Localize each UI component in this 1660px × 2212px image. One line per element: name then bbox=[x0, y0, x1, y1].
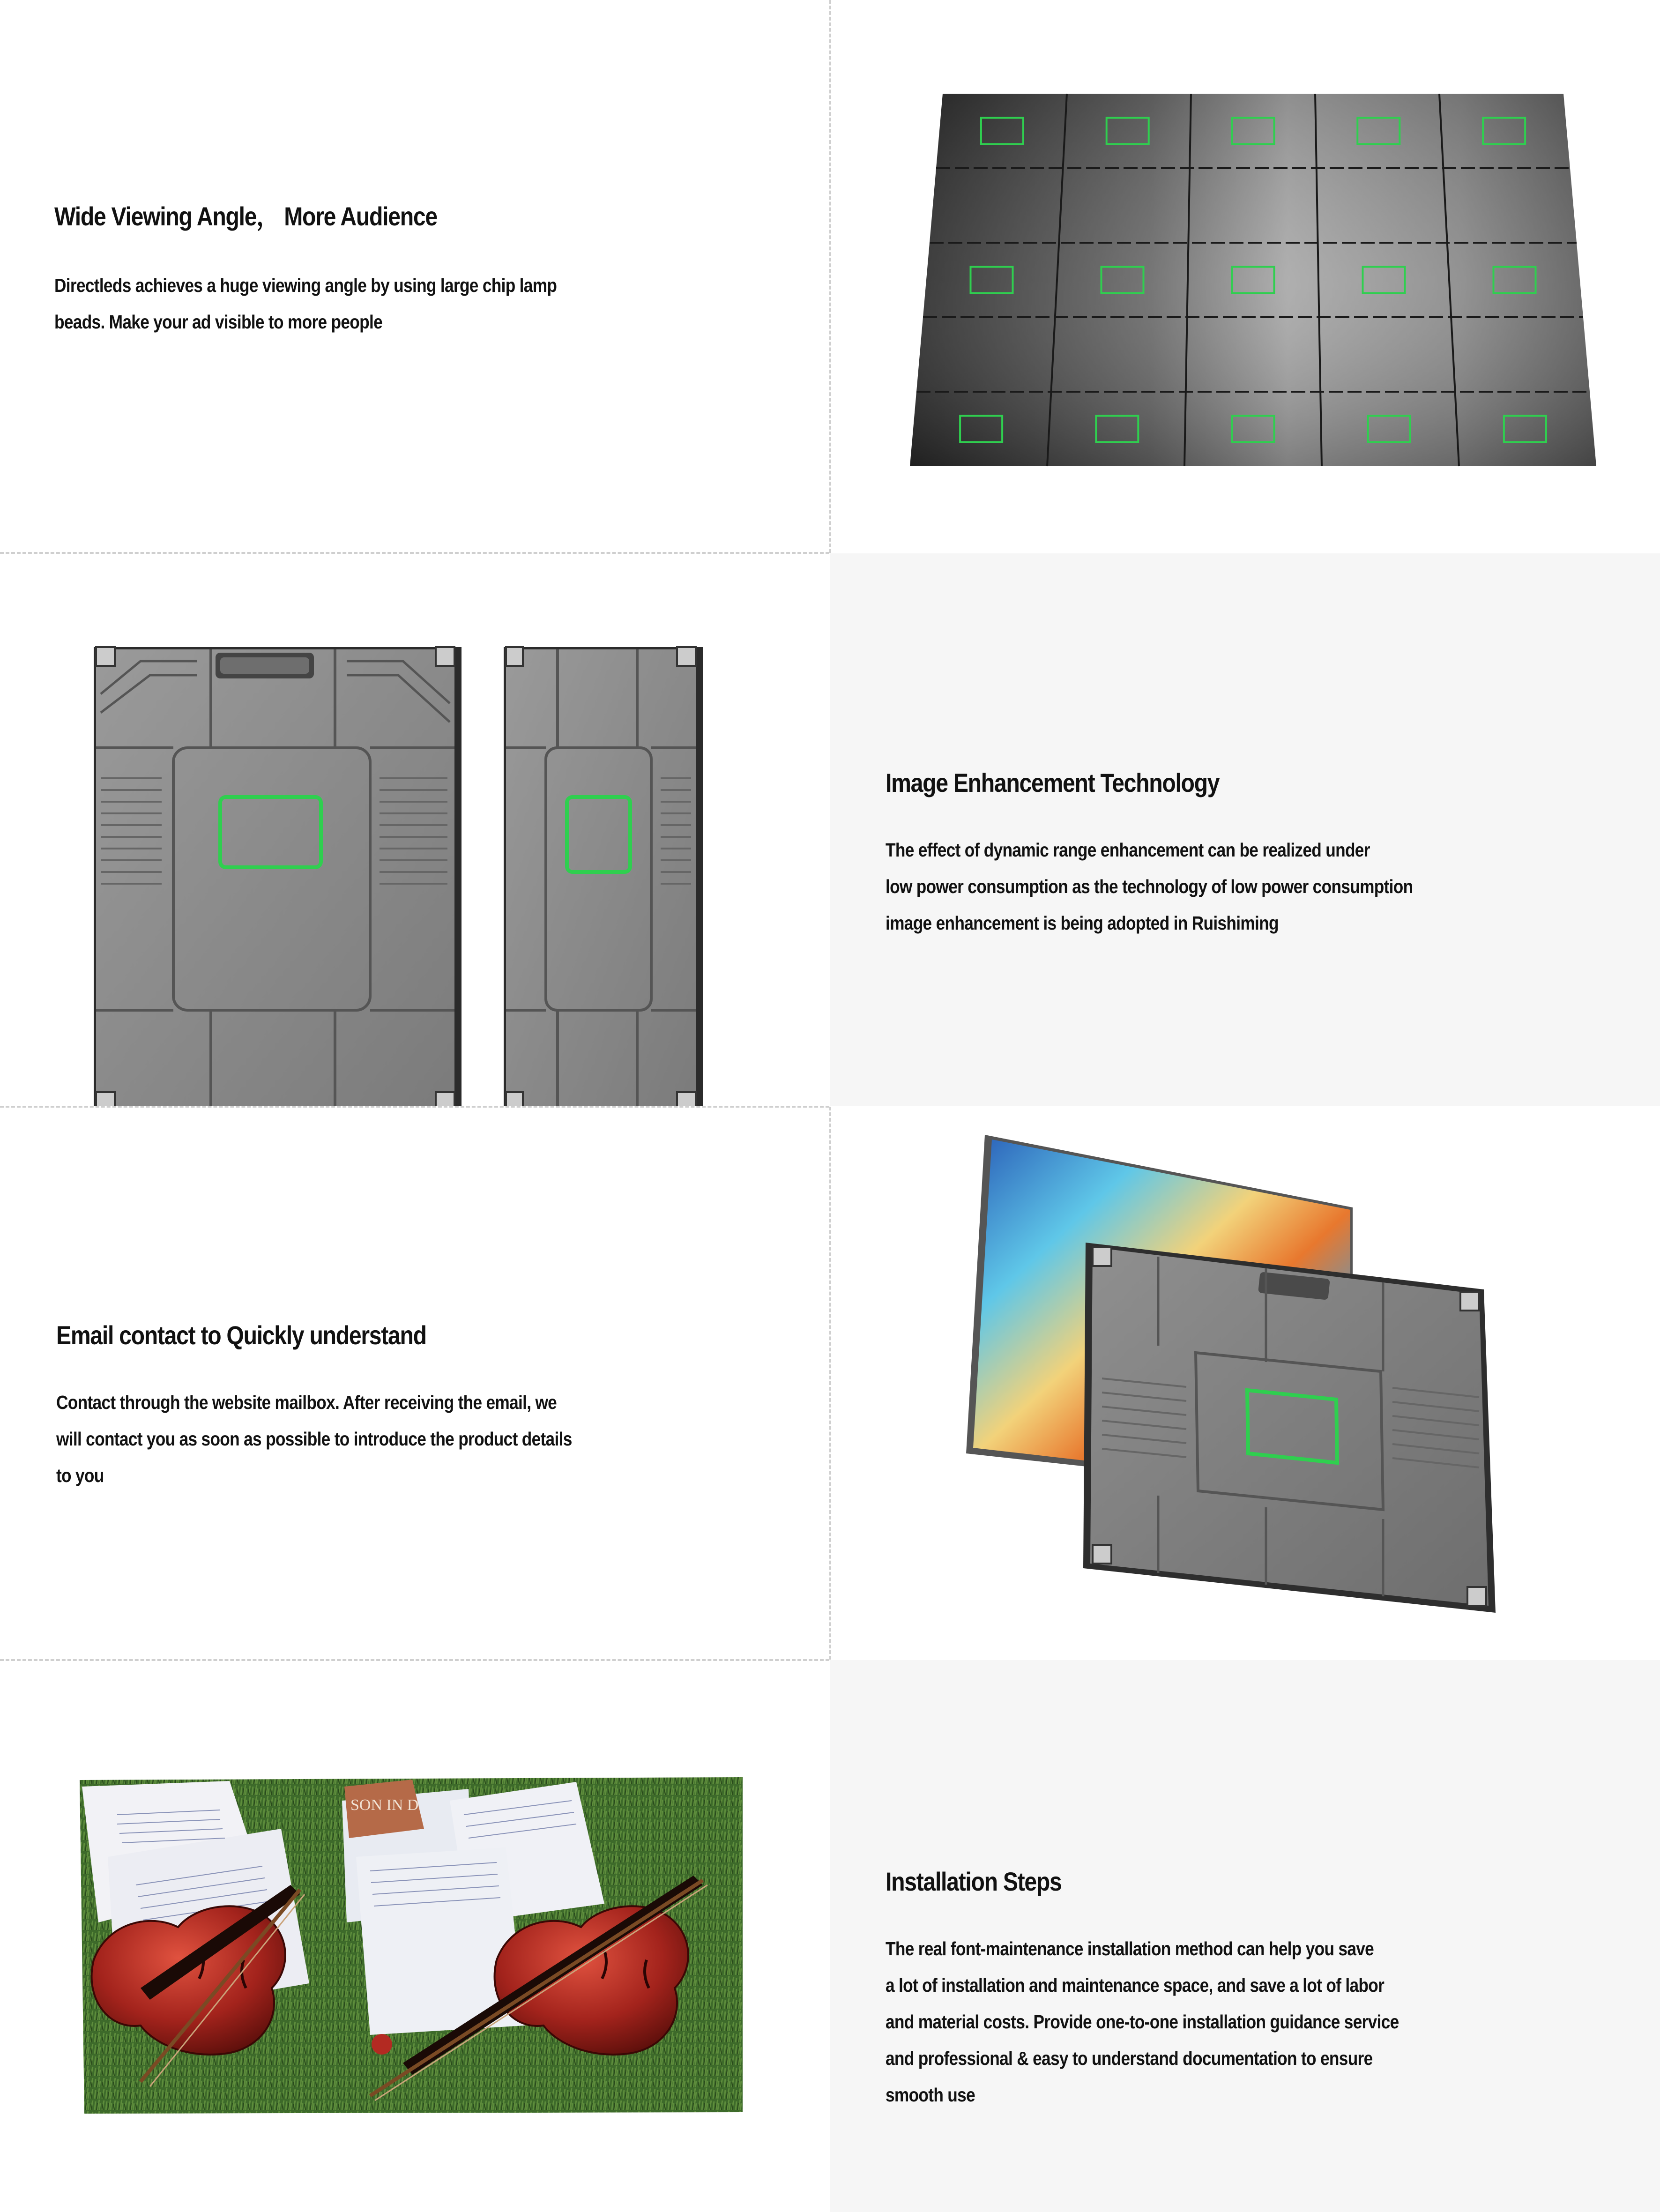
section-title: Wide Viewing Angle， More Audience bbox=[54, 201, 437, 231]
led-panel-wall-image bbox=[830, 0, 1660, 553]
cabinet-small bbox=[504, 647, 703, 1106]
section-wide-viewing-text bbox=[0, 0, 830, 553]
front-cabinet bbox=[1083, 1243, 1496, 1613]
sheet-label: SON IN D bbox=[350, 1796, 419, 1814]
divider-vertical bbox=[829, 0, 831, 553]
section-body: The real font-maintenance installation method can help you save a lot of installation and maintenance space, and save a lot of labor and material costs. Provide one-to-one installation guidance service and professional & easy to understand documentation to ensure smooth use bbox=[886, 1938, 1399, 2106]
text-block bbox=[56, 1320, 656, 1494]
section-title: Email contact to Quickly understand bbox=[56, 1320, 426, 1350]
divider-horizontal bbox=[0, 1106, 829, 1108]
section-email-contact-image bbox=[830, 1107, 1660, 1660]
section-image-enhancement-image bbox=[0, 553, 830, 1106]
section-body: Directleds achieves a huge viewing angle by using large chip lamp beads. Make your ad visible to more people bbox=[54, 275, 557, 333]
text-block bbox=[54, 196, 639, 340]
led-cabinet-front-back-image bbox=[830, 1107, 1660, 1660]
divider-horizontal bbox=[0, 552, 829, 554]
divider-vertical bbox=[829, 1107, 831, 1660]
led-cabinet-pair-image bbox=[0, 553, 830, 1106]
section-wide-viewing-image bbox=[830, 0, 1660, 553]
violin-photo-image bbox=[0, 1660, 830, 2212]
section-title: Installation Steps bbox=[886, 1867, 1062, 1896]
section-installation-text bbox=[830, 1660, 1660, 2212]
cabinet-large bbox=[94, 647, 462, 1106]
text-block bbox=[886, 1866, 1482, 2113]
section-body: Contact through the website mailbox. After receiving the email, we will contact you as soon as possible to introduce the product details to you bbox=[56, 1392, 572, 1486]
section-title: Image Enhancement Technology bbox=[886, 768, 1220, 797]
section-body: The effect of dynamic range enhancement can be realized under low power consumption as the technology of low power consumption image enhancement is being adopted in Ruishiming bbox=[886, 839, 1413, 934]
section-image-enhancement-text bbox=[830, 553, 1660, 1106]
text-block bbox=[886, 767, 1499, 941]
divider-horizontal bbox=[0, 1659, 829, 1661]
section-email-contact-text bbox=[0, 1107, 830, 1660]
section-installation-image bbox=[0, 1660, 830, 2212]
